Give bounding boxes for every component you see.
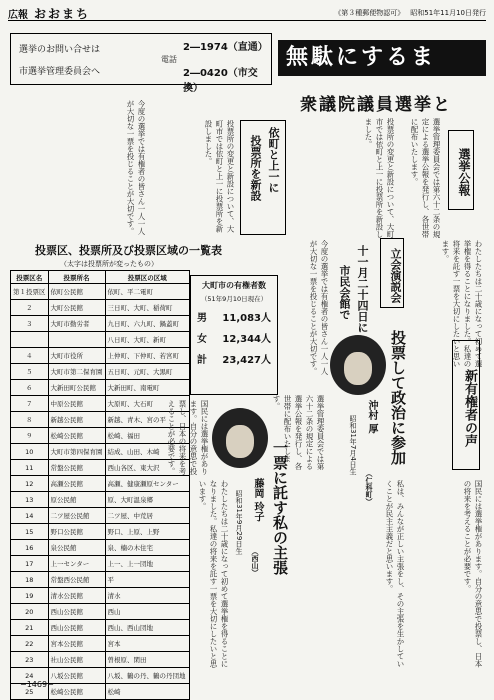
main-headline: 無駄にするま xyxy=(278,40,486,76)
district-cell: ２ xyxy=(11,300,49,316)
inquiry-notice xyxy=(10,33,272,94)
area-cell: 二ツ屋、中荒居 xyxy=(105,508,190,524)
district-cell: ７ xyxy=(11,396,49,412)
district-cell: ８ xyxy=(11,412,49,428)
station-cell: 宮本公民館 xyxy=(48,636,105,652)
speech-date: 十一月二十四日に xyxy=(356,245,369,333)
district-cell: ３ xyxy=(11,316,49,332)
body-col-f: 私は、みんなが正しい主張をし、その主張を生かしていくことが民主主義だと思います。 xyxy=(385,480,405,668)
male-label: 男 xyxy=(197,313,207,324)
col-header-station: 投票所名 xyxy=(48,271,105,284)
area-cell: 九日町、六九町、鍋蓋町 xyxy=(105,316,190,332)
table-row xyxy=(11,556,190,572)
area-cell: 大原町、大石町 xyxy=(105,396,190,412)
area-cell: 五日町、元町、大黒町 xyxy=(105,364,190,380)
table-title: 投票区、投票所及び投票区域の一覧表 xyxy=(35,244,222,257)
district-cell: 12 xyxy=(11,476,49,492)
voter-count-date: （51年9月10日現在） xyxy=(200,295,268,303)
area-cell: 新越、青木、宮の平 xyxy=(105,412,190,428)
area-cell: 八坂、鶴の丹、鶴の丹団地 xyxy=(105,668,190,684)
station-cell: 泉公民館 xyxy=(48,540,105,556)
table-row xyxy=(11,348,190,364)
area-cell: 平 xyxy=(105,572,190,588)
body-col-e: 国民には選挙権があります。自分の意思で投票し、日本の将来を考えることが必要です。 xyxy=(463,480,483,668)
total-label: 計 xyxy=(197,355,207,366)
station-cell: 大町市役所 xyxy=(48,348,105,364)
table-row xyxy=(11,444,190,460)
table-row xyxy=(11,380,190,396)
district-cell: 16 xyxy=(11,540,49,556)
area-cell: 松崎 xyxy=(105,684,190,700)
voter-count-box xyxy=(190,275,278,395)
new-polling-station-box xyxy=(240,120,286,235)
polling-district-table xyxy=(10,270,190,700)
table-row xyxy=(11,572,190,588)
district-cell: 23 xyxy=(11,652,49,668)
table-row xyxy=(11,364,190,380)
table-row xyxy=(11,300,190,316)
station-cell: 八坂公民館 xyxy=(48,668,105,684)
table-row xyxy=(11,460,190,476)
district-cell: 20 xyxy=(11,604,49,620)
area-cell: 大新田町、南電町 xyxy=(105,380,190,396)
new-station-title: 依町と上一に xyxy=(267,127,280,193)
table-row xyxy=(11,492,190,508)
phone-number-exchange: 2―0420（市交換） xyxy=(183,68,258,94)
station-cell: 清水公民館 xyxy=(48,588,105,604)
page-number: −1469− xyxy=(20,680,54,689)
station-cell xyxy=(48,332,105,348)
table-row xyxy=(11,636,190,652)
article1-author-note: （仁科町） xyxy=(365,470,373,505)
station-cell: 西山公民館 xyxy=(48,620,105,636)
female-count: 12,344人 xyxy=(222,334,271,345)
paper-name: 広報 xyxy=(8,9,28,21)
table-row xyxy=(11,588,190,604)
new-station-subtitle: 投票所を新設 xyxy=(249,135,262,201)
table-row xyxy=(11,412,190,428)
area-cell: 上一、上一団地 xyxy=(105,556,190,572)
election-bulletin-box: 選挙公報 xyxy=(448,130,474,210)
district-cell: ９ xyxy=(11,428,49,444)
article1-title: 投票して政治に参加 xyxy=(389,330,407,465)
station-cell: 松崎公民館 xyxy=(48,428,105,444)
district-cell: ５ xyxy=(11,364,49,380)
article1-birth: 昭和31年7月4日生 xyxy=(349,415,357,475)
table-note: （太字は投票所が変ったもの） xyxy=(60,260,158,268)
district-cell: ４ xyxy=(11,348,49,364)
body-col-a: 選挙管理委員会では第六十二条の規定による選挙公報を発行し、各世帯に配布いたします。 xyxy=(410,118,441,238)
body-col-polling: 投票所の変更と新設について、大町市では依町と上一に投票所を新設しました。 xyxy=(204,120,235,233)
table-row xyxy=(11,284,190,300)
station-cell: 西山公民館 xyxy=(48,604,105,620)
station-cell: 社山公民館 xyxy=(48,652,105,668)
article2-author-note: （西山） xyxy=(251,548,259,576)
female-label: 女 xyxy=(197,334,207,345)
body-col-b: 投票所の変更と新設について、大町市では依町と上一に投票所を新設しました。 xyxy=(364,118,395,238)
station-cell: 中原公民館 xyxy=(48,396,105,412)
notice-line2: 市選挙管理委員会へ xyxy=(19,67,101,77)
station-cell: 新越公民館 xyxy=(48,412,105,428)
district-cell: 13 xyxy=(11,492,49,508)
female-count-row xyxy=(197,330,271,345)
area-cell: 西山各区、東大沢 xyxy=(105,460,190,476)
col-header-district: 投票区名 xyxy=(11,271,49,284)
district-cell: 24 xyxy=(11,668,49,684)
article1-author: 沖村 厚 xyxy=(366,400,377,434)
district-cell: 19 xyxy=(11,588,49,604)
notice-line1: 選挙のお問い合せは xyxy=(19,45,101,55)
station-cell: 野口公民館 xyxy=(48,524,105,540)
city-name: おおまち xyxy=(34,6,91,21)
area-cell: 八日町、大町、新町 xyxy=(105,332,190,348)
speech-place: 市民会館で xyxy=(338,265,351,320)
area-cell: 三日町、大町、稲荷町 xyxy=(105,300,190,316)
voter-count-title: 大町市の有権者数 xyxy=(202,281,266,290)
area-cell: 高瀬、健康瀬原センター xyxy=(105,476,190,492)
issue-date: 昭和51年11月10日発行 xyxy=(410,9,486,17)
district-cell: 17 xyxy=(11,556,49,572)
total-count-row xyxy=(197,351,271,366)
station-cell: 大新田町公民館 xyxy=(48,380,105,396)
area-cell: 結成、山田、木崎 xyxy=(105,444,190,460)
district-cell: 11 xyxy=(11,460,49,476)
station-cell: 原公民館 xyxy=(48,492,105,508)
postal-note: 《第３種郵便物認可》 xyxy=(334,9,405,17)
area-cell: 曽根原、閑田 xyxy=(105,652,190,668)
phone-number-direct: 2―1974（直通） xyxy=(183,42,268,53)
district-cell: 10 xyxy=(11,444,49,460)
masthead xyxy=(8,6,486,21)
table-row xyxy=(11,396,190,412)
table-row xyxy=(11,604,190,620)
area-cell: 西山、西山団地 xyxy=(105,620,190,636)
table-row xyxy=(11,476,190,492)
station-cell: 高瀬公民館 xyxy=(48,476,105,492)
new-voter-voice-box: 新有権者の声 xyxy=(452,340,480,470)
area-cell: 野口、上原、上野 xyxy=(105,524,190,540)
district-cell: 18 xyxy=(11,572,49,588)
table-row xyxy=(11,428,190,444)
area-cell: 松崎、福田 xyxy=(105,428,190,444)
col-header-area: 投票区の区域 xyxy=(105,271,190,284)
table-row xyxy=(11,316,190,332)
body-col-c: 今度の選挙では有権者の皆さん一人一人が大切な一票を投じることが大切です。 xyxy=(309,240,329,375)
station-cell: 大町市第四保育園 xyxy=(48,444,105,460)
area-cell: 泉、楠の木住宅 xyxy=(105,540,190,556)
district-cell: 15 xyxy=(11,524,49,540)
sub-headline: 衆議院議員選挙と xyxy=(300,95,452,115)
speech-meeting-box: 立会演説会 xyxy=(380,238,404,308)
male-count: 11,083人 xyxy=(222,313,271,324)
male-count-row xyxy=(197,309,271,324)
area-cell: 上仲町、下仲町、若宮町 xyxy=(105,348,190,364)
district-cell: 14 xyxy=(11,508,49,524)
station-cell: 二ツ屋公民館 xyxy=(48,508,105,524)
article2-birth: 昭和31年9月29日生 xyxy=(235,490,243,555)
table-row xyxy=(11,332,190,348)
article1-portrait xyxy=(330,335,386,395)
article2-portrait xyxy=(212,408,268,468)
body-col-i: 国民には選挙権があります。自分の意思で投票し、日本の将来を考えることが必要です。 xyxy=(167,400,209,475)
body-col-h: わたしたちは二十歳になって初めて選挙権を得ることになりました。私達の将来を託す一票を大切にしたいと思います。 xyxy=(198,480,229,668)
district-cell: 22 xyxy=(11,636,49,652)
table-row xyxy=(11,524,190,540)
district-cell xyxy=(11,332,49,348)
body-col-d: わたしたちは二十歳になって初めて選挙権を得ることになりました。私達の将来を託す一票を大切にしたいと思います。 xyxy=(441,240,483,368)
district-cell: 21 xyxy=(11,620,49,636)
district-cell: 25 xyxy=(11,684,49,700)
station-cell: 常盤西公民館 xyxy=(48,572,105,588)
station-cell: 上一センター xyxy=(48,556,105,572)
area-cell: 宮本 xyxy=(105,636,190,652)
article2-title: 一票に託す私の主張 xyxy=(271,440,289,575)
area-cell: 清水 xyxy=(105,588,190,604)
body-col-left: 今度の選挙では有権者の皆さん一人一人が大切な一票を投じることが大切です。 xyxy=(126,100,146,235)
area-cell: 依町、平二電町 xyxy=(105,284,190,300)
body-col-g: 選挙管理委員会では第六十二条の規定による選挙公報を発行し、各世帯に配布いたします。 xyxy=(272,395,325,470)
table-row xyxy=(11,620,190,636)
station-cell: 松崎公民館 xyxy=(48,684,105,700)
table-header-row xyxy=(11,271,190,284)
district-cell: 第１投票区 xyxy=(11,284,49,300)
area-cell: 原、大町温泉郷 xyxy=(105,492,190,508)
article2-author: 藤岡 玲子 xyxy=(252,478,263,522)
phone-label: 電話 xyxy=(161,55,177,64)
area-cell: 西山 xyxy=(105,604,190,620)
total-count: 23,427人 xyxy=(222,355,271,366)
table-row xyxy=(11,508,190,524)
station-cell: 大町市勤労者 xyxy=(48,316,105,332)
station-cell: 常盤公民館 xyxy=(48,460,105,476)
station-cell: 依町公民館 xyxy=(48,284,105,300)
station-cell: 大町市第二保育園 xyxy=(48,364,105,380)
station-cell: 大町公民館 xyxy=(48,300,105,316)
table-row xyxy=(11,652,190,668)
district-cell: ６ xyxy=(11,380,49,396)
table-row xyxy=(11,540,190,556)
